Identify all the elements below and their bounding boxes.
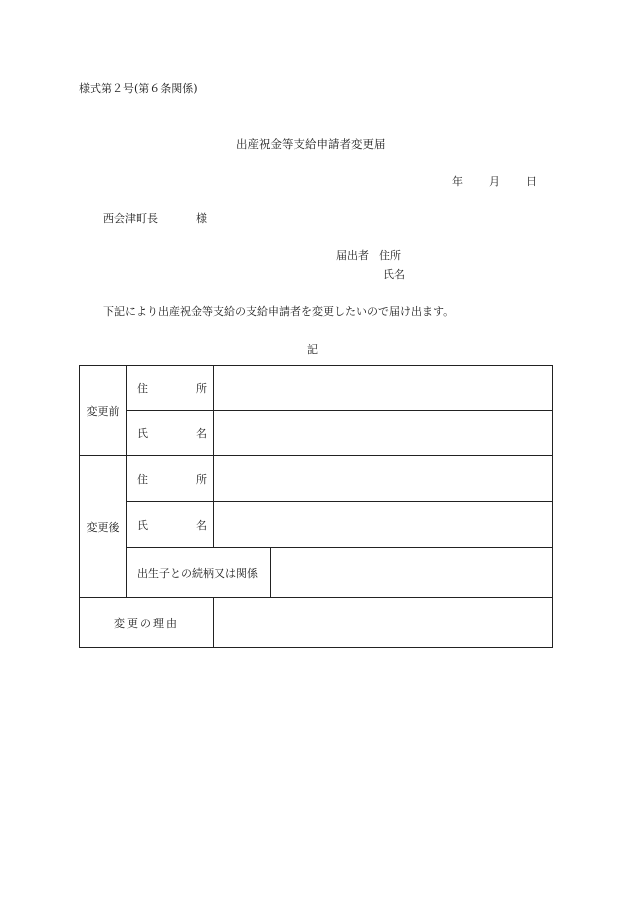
after-name-label: 氏 名: [127, 502, 214, 548]
change-detail-table: [79, 365, 553, 648]
date-day: 日: [526, 175, 537, 188]
date-line: [452, 176, 537, 187]
relationship-label: 出生子との続柄又は関係: [127, 548, 271, 598]
before-name-label: 氏 名: [127, 411, 214, 456]
before-address-field[interactable]: [214, 366, 553, 411]
table-row: [80, 502, 553, 548]
body-text: 下記により出産祝金等支給の支給申請者を変更したいので届け出ます。: [103, 305, 455, 318]
table-row: [80, 366, 553, 411]
table-row: [80, 598, 553, 648]
applicant-address-label: 住所: [379, 249, 401, 262]
applicant-name-label: 氏名: [383, 268, 405, 281]
addressee-name: 西会津町長: [103, 212, 158, 225]
after-name-field[interactable]: [214, 502, 553, 548]
ki-heading: 記: [307, 343, 318, 356]
date-month: 月: [489, 175, 500, 188]
table-row: [80, 548, 553, 598]
date-year: 年: [452, 175, 463, 188]
relationship-field[interactable]: [271, 548, 553, 598]
addressee: [103, 213, 207, 224]
applicant-name-line: [383, 269, 405, 280]
table-row: [80, 456, 553, 502]
addressee-honorific: 様: [196, 212, 207, 225]
reason-label: 変更の理由: [80, 598, 214, 648]
applicant-label: 届出者: [336, 249, 369, 262]
after-group-label: 変更後: [80, 456, 127, 598]
form-number: 様式第２号(第６条関係): [79, 82, 198, 95]
after-address-field[interactable]: [214, 456, 553, 502]
reason-field[interactable]: [214, 598, 553, 648]
document-title: 出産祝金等支給申請者変更届: [236, 137, 386, 151]
before-name-field[interactable]: [214, 411, 553, 456]
before-group-label: 変更前: [80, 366, 127, 456]
before-address-label: 住 所: [127, 366, 214, 411]
table-row: [80, 411, 553, 456]
after-address-label: 住 所: [127, 456, 214, 502]
applicant-address-line: [336, 250, 401, 261]
